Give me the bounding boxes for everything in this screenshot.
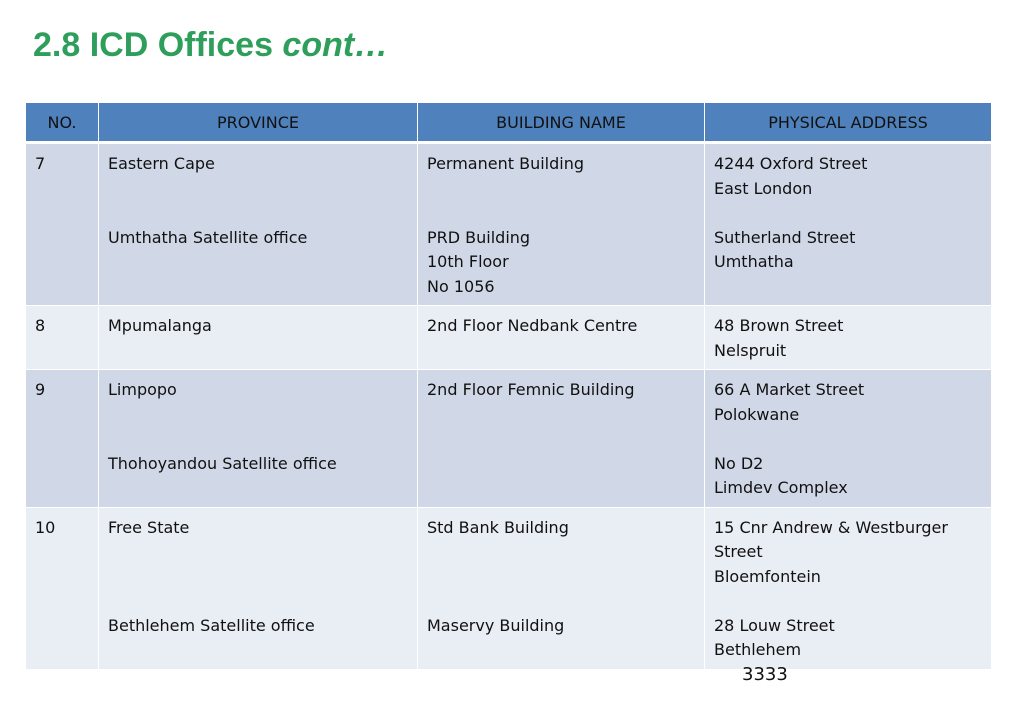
address-street: 28 Louw Street — [714, 615, 835, 635]
address-street: No D2 — [714, 453, 764, 473]
building-number: No 1056 — [427, 276, 495, 296]
header-building-name: BUILDING NAME — [418, 103, 705, 143]
address-city: East London — [714, 178, 813, 198]
row-number: 8 — [35, 316, 46, 335]
address-street: Street — [714, 542, 763, 561]
address-street: 4244 Oxford Street — [714, 154, 868, 173]
title-main: 2.8 ICD Offices — [33, 26, 283, 64]
header-province: PROVINCE — [99, 103, 418, 143]
cell-address — [705, 507, 992, 669]
table-row — [26, 370, 992, 508]
address-city: Bethlehem — [714, 640, 802, 659]
satellite-office-name: Thohoyandou Satellite office — [108, 453, 337, 473]
building-name: Maservy Building — [427, 615, 565, 635]
building-floor: 10th Floor — [427, 252, 509, 271]
address-city: Bloemfontein — [714, 566, 821, 586]
page-title — [33, 26, 388, 65]
cell-address — [705, 143, 992, 306]
icd-offices-table — [25, 102, 992, 670]
province-name: Free State — [108, 517, 190, 537]
row-number: 10 — [35, 517, 56, 537]
address-street: 15 Cnr Andrew & Westburger — [714, 517, 948, 537]
province-name: Mpumalanga — [108, 316, 212, 335]
page-number: 3333 — [742, 664, 788, 685]
cell-building — [418, 507, 705, 669]
satellite-office-name: Bethlehem Satellite office — [108, 615, 315, 635]
cell-no — [26, 507, 99, 669]
cell-building — [418, 143, 705, 306]
cell-building — [418, 306, 705, 370]
address-street: 48 Brown Street — [714, 316, 844, 335]
address-city: Polokwane — [714, 404, 800, 424]
title-cont: cont… — [282, 26, 389, 64]
header-no: NO. — [26, 103, 99, 143]
address-complex: Limdev Complex — [714, 478, 848, 497]
cell-province — [99, 507, 418, 669]
province-name: Limpopo — [108, 380, 177, 399]
cell-province — [99, 143, 418, 306]
row-number: 7 — [35, 154, 46, 173]
cell-province — [99, 306, 418, 370]
table-row — [26, 306, 992, 370]
cell-building — [418, 370, 705, 508]
address-street: 66 A Market Street — [714, 380, 865, 399]
cell-no — [26, 143, 99, 306]
cell-address — [705, 306, 992, 370]
table-row — [26, 507, 992, 669]
address-city: Umthatha — [714, 252, 794, 271]
cell-province — [99, 370, 418, 508]
province-name: Eastern Cape — [108, 154, 215, 173]
cell-no — [26, 370, 99, 508]
satellite-office-name: Umthatha Satellite office — [108, 227, 308, 247]
building-name: 2nd Floor Nedbank Centre — [427, 316, 638, 335]
header-physical-address: PHYSICAL ADDRESS — [705, 103, 992, 143]
building-name: 2nd Floor Femnic Building — [427, 380, 635, 399]
address-city: Nelspruit — [714, 340, 787, 360]
table-row — [26, 143, 992, 306]
address-street: Sutherland Street — [714, 227, 856, 247]
building-name: Std Bank Building — [427, 517, 569, 537]
building-name: Permanent Building — [427, 154, 584, 173]
table-header-row — [26, 103, 992, 143]
cell-no — [26, 306, 99, 370]
row-number: 9 — [35, 380, 46, 399]
building-name: PRD Building — [427, 227, 531, 247]
cell-address — [705, 370, 992, 508]
